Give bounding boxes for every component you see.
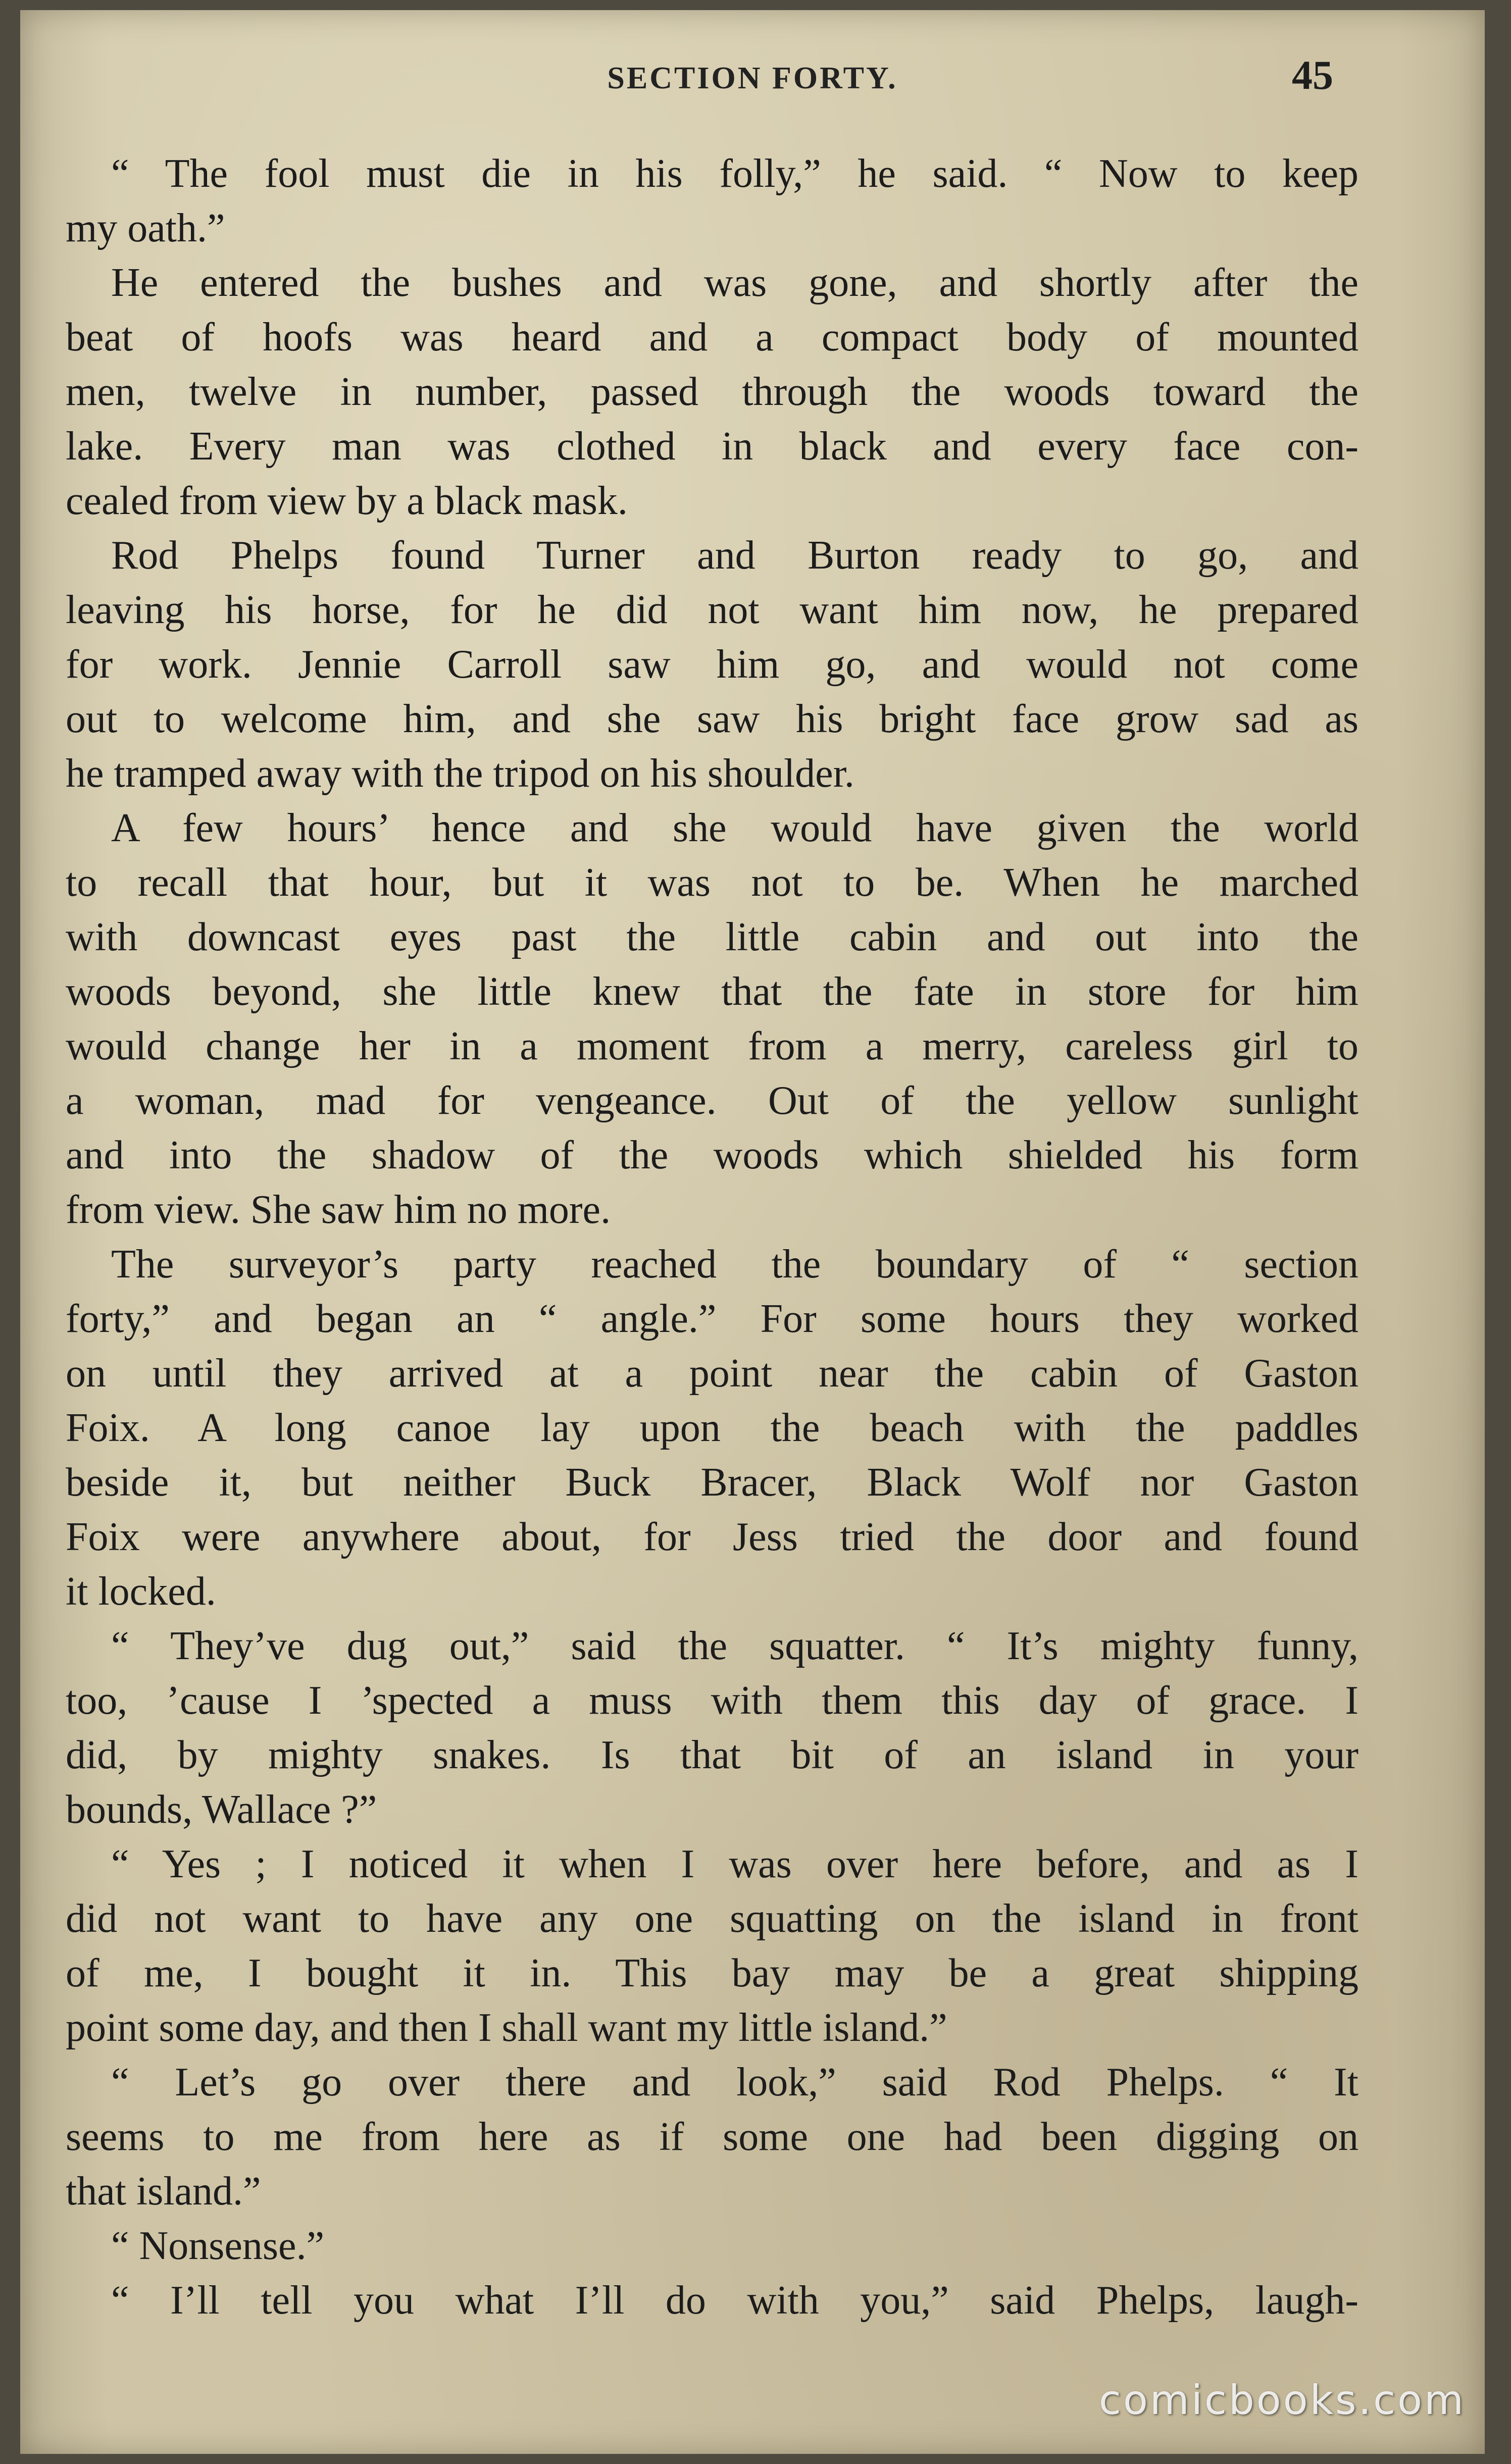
watermark: comicbooks.com (1098, 2377, 1466, 2424)
text-line: for work. Jennie Carroll saw him go, and would not come (66, 642, 1358, 687)
text-line: beat of hoofs was heard and a compact body of mounted (66, 315, 1358, 360)
running-head: SECTION FORTY. (607, 61, 898, 95)
text-line: and into the shadow of the woods which shielded his form (66, 1133, 1358, 1177)
text-line: A few hours’ hence and she would have given the world (111, 806, 1358, 850)
text-line: with downcast eyes past the little cabin and out into the (66, 915, 1358, 959)
text-line: “ Let’s go over there and look,” said Rod Phelps. “ It (111, 2060, 1358, 2104)
page-number: 45 (1292, 52, 1333, 98)
text-line: leaving his horse, for he did not want him now, he prepared (66, 588, 1358, 632)
text-line: did not want to have any one squatting on the island in front (66, 1896, 1358, 1941)
text-line: would change her in a moment from a merry, careless girl to (66, 1024, 1358, 1068)
text-line: cealed from view by a black mask. (66, 479, 628, 523)
text-line: “ Yes ; I noticed it when I was over here before, and as I (111, 1842, 1358, 1886)
text-line: my oath.” (66, 206, 225, 250)
text-line: to recall that hour, but it was not to be. When he marched (66, 860, 1358, 905)
text-line: He entered the bushes and was gone, and shortly after the (111, 261, 1358, 305)
text-line: a woman, mad for vengeance. Out of the yellow sunlight (66, 1079, 1358, 1123)
text-line: “ I’ll tell you what I’ll do with you,” said Phelps, laugh- (111, 2278, 1358, 2323)
text-line: forty,” and began an “ angle.” For some hours they worked (66, 1297, 1358, 1341)
text-line: did, by mighty snakes. Is that bit of an island in your (66, 1733, 1358, 1777)
text-line: Foix were anywhere about, for Jess tried the door and found (66, 1515, 1358, 1559)
text-line: it locked. (66, 1569, 216, 1614)
text-line: The surveyor’s party reached the boundary of “ section (111, 1242, 1358, 1287)
text-line: woods beyond, she little knew that the fate in store for him (66, 969, 1358, 1014)
text-line: Rod Phelps found Turner and Burton ready to go, and (111, 533, 1358, 578)
book-page (20, 10, 1485, 2454)
text-line: “ Nonsense.” (111, 2224, 325, 2268)
text-line: he tramped away with the tripod on his shoulder. (66, 751, 854, 796)
text-line: that island.” (66, 2169, 261, 2214)
text-line: men, twelve in number, passed through the woods toward the (66, 370, 1358, 414)
text-line: from view. She saw him no more. (66, 1188, 611, 1232)
text-line: seems to me from here as if some one had been digging on (66, 2115, 1358, 2159)
text-line: lake. Every man was clothed in black and every face con- (66, 424, 1358, 469)
body-text (66, 146, 1358, 2328)
text-line: of me, I bought it in. This bay may be a great shipping (66, 1951, 1358, 1995)
text-line: “ They’ve dug out,” said the squatter. “ It’s mighty funny, (111, 1624, 1358, 1668)
text-line: bounds, Wallace ?” (66, 1787, 377, 1832)
text-line: on until they arrived at a point near the cabin of Gaston (66, 1351, 1358, 1396)
text-line: beside it, but neither Buck Bracer, Black Wolf nor Gaston (66, 1460, 1358, 1505)
text-line: point some day, and then I shall want my little island.” (66, 2006, 947, 2050)
text-line: “ The fool must die in his folly,” he said. “ Now to keep (111, 151, 1358, 196)
text-line: too, ’cause I ’spected a muss with them this day of grace. I (66, 1678, 1358, 1723)
text-line: out to welcome him, and she saw his bright face grow sad as (66, 697, 1358, 741)
text-line: Foix. A long canoe lay upon the beach with the paddles (66, 1406, 1358, 1450)
